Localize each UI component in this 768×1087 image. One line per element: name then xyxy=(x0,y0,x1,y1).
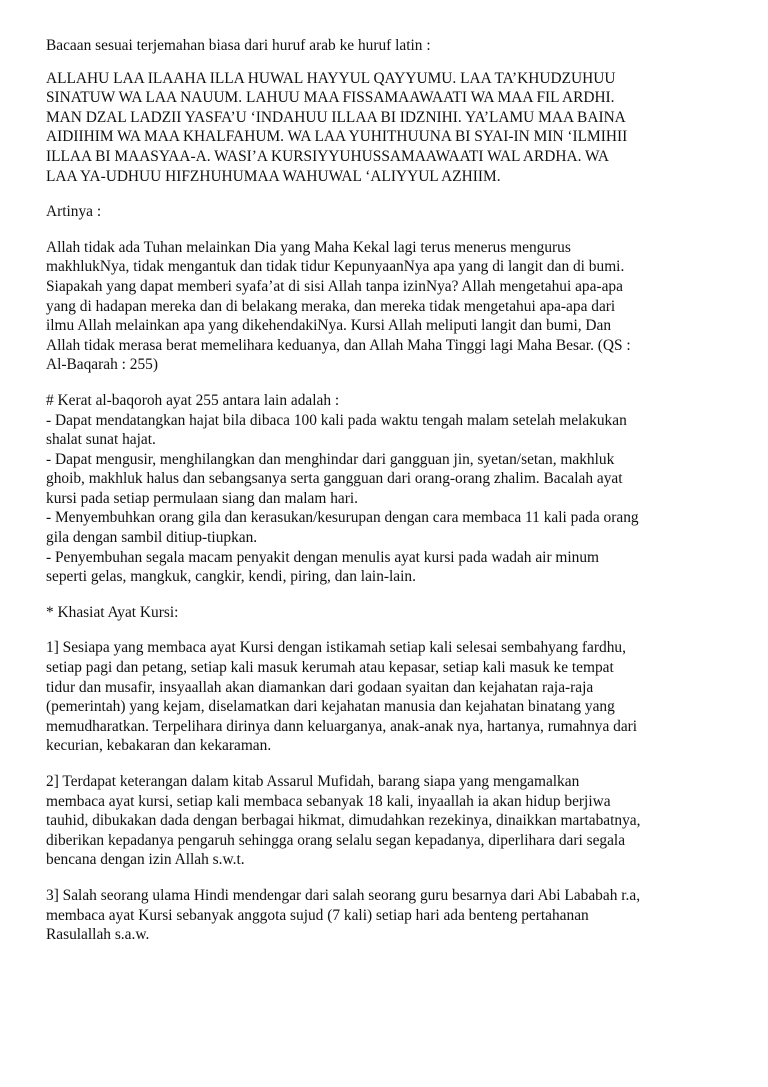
intro-text: Bacaan sesuai terjemahan biasa dari huruf arab ke huruf latin : xyxy=(46,37,431,54)
khasiat-item-2: 2] Terdapat keterangan dalam kitab Assarul Mufidah, barang siapa yang mengamalkan membaca ayat kursi, setiap kali membaca sebanyak 18 kali, inyaallah ia akan hidup berjiwa tauhid, dibukakan dada dengan berbagai hikmat, dimudahkan rezekinya, dinaikkan martabatnya, diberikan kepadanya pengaruh sehingga orang selalu segan kepadanya, diperlihara dari segala bencana dengan izin Allah s.w.t. xyxy=(46,773,641,869)
document-page xyxy=(46,36,736,945)
keutamaan-item: - Penyembuhan segala macam penyakit dengan menulis ayat kursi pada wadah air minum seperti gelas, mangkuk, cangkir, kendi, piring, dan lain-lain. xyxy=(46,548,600,586)
khasiat-heading: * Khasiat Ayat Kursi: xyxy=(46,603,179,621)
keutamaan-heading: # Kerat al-baqoroh ayat 255 antara lain adalah : xyxy=(46,391,340,409)
keutamaan-section xyxy=(46,391,736,587)
artinya-label: Artinya : xyxy=(46,203,102,221)
keutamaan-item: - Menyembuhkan orang gila dan kerasukan/kesurupan dengan cara membaca 11 kali pada orang gila dengan sambil ditiup-tiupkan. xyxy=(46,509,639,547)
khasiat-item-3: 3] Salah seorang ulama Hindi mendengar dari salah seorang guru besarnya dari Abi Lababah r.a, membaca ayat Kursi sebanyak anggota sujud (7 kali) setiap hari ada benteng pertahanan Rasulallah s.a.w. xyxy=(46,886,641,944)
keutamaan-item: - Dapat mendatangkan hajat bila dibaca 100 kali pada waktu tengah malam setelah melakukan shalat sunat hajat. xyxy=(46,411,627,449)
ayat-kursi-latin-text: ALLAHU LAA ILAAHA ILLA HUWAL HAYYUL QAYYUMU. LAA TA’KHUDZUHUU SINATUW WA LAA NAUUM. LAHUU MAA FISSAMAAWAATI WA MAA FIL ARDHI. MAN DZAL LADZII YASFA’U ‘INDAHUU ILLAA BI IDZNIHI. YA’LAMU MAA BAINA AIDIIHIM WA MAA KHALFAHUM. WA LAA YUHITHUUNA BI SYAI-IN MIN ‘ILMIHII ILLAA BI MAASYAA-A. WASI’A KURSIYYUHUSSAMAAWAATI WAL ARDHA. WA LAA YA-UDHUU HIFZHUHUMAA WAHUWAL ‘ALIYYUL AZHIIM. xyxy=(46,69,628,185)
translation-text: Allah tidak ada Tuhan melainkan Dia yang Maha Kekal lagi terus menerus mengurus makhlukNya, tidak mengantuk dan tidak tidur KepunyaanNya apa yang di langit dan di bumi. Siapakah yang dapat memberi syafa’at di sisi Allah tanpa izinNya? Allah mengetahui apa-apa yang di hadapan mereka dan di belakang meraka, dan mereka tidak mengetahui apa-apa dari ilmu Allah melainkan apa yang dikehendakiNya. Kursi Allah meliputi langit dan bumi, Dan Allah tidak merasa berat memelihara keduanya, dan Allah Maha Tinggi lagi Maha Besar. (QS : Al-Baqarah : 255) xyxy=(46,238,631,374)
keutamaan-item: - Dapat mengusir, menghilangkan dan menghindar dari gangguan jin, syetan/setan, makhluk ghoib, makhluk halus dan sebangsanya serta gangguan dari orang-orang zhalim. Bacalah ayat kursi pada setiap permulaan siang dan malam hari. xyxy=(46,450,623,507)
khasiat-item-1: 1] Sesiapa yang membaca ayat Kursi dengan istikamah setiap kali selesai sembahyang fardhu, setiap pagi dan petang, setiap kali masuk kerumah atau kepasar, setiap kali masuk ke tempat tidur dan musafir, insyaallah akan diamankan dari godaan syaitan dan kejahatan raja-raja (pemerintah) yang kejam, diselamatkan dari kejahatan manusia dan kejahatan binatang yang memudharatkan. Terpelihara dirinya dann keluarganya, anak-anak nya, hartanya, rumahnya dari kecurian, kebakaran dan kekaraman. xyxy=(46,639,638,755)
